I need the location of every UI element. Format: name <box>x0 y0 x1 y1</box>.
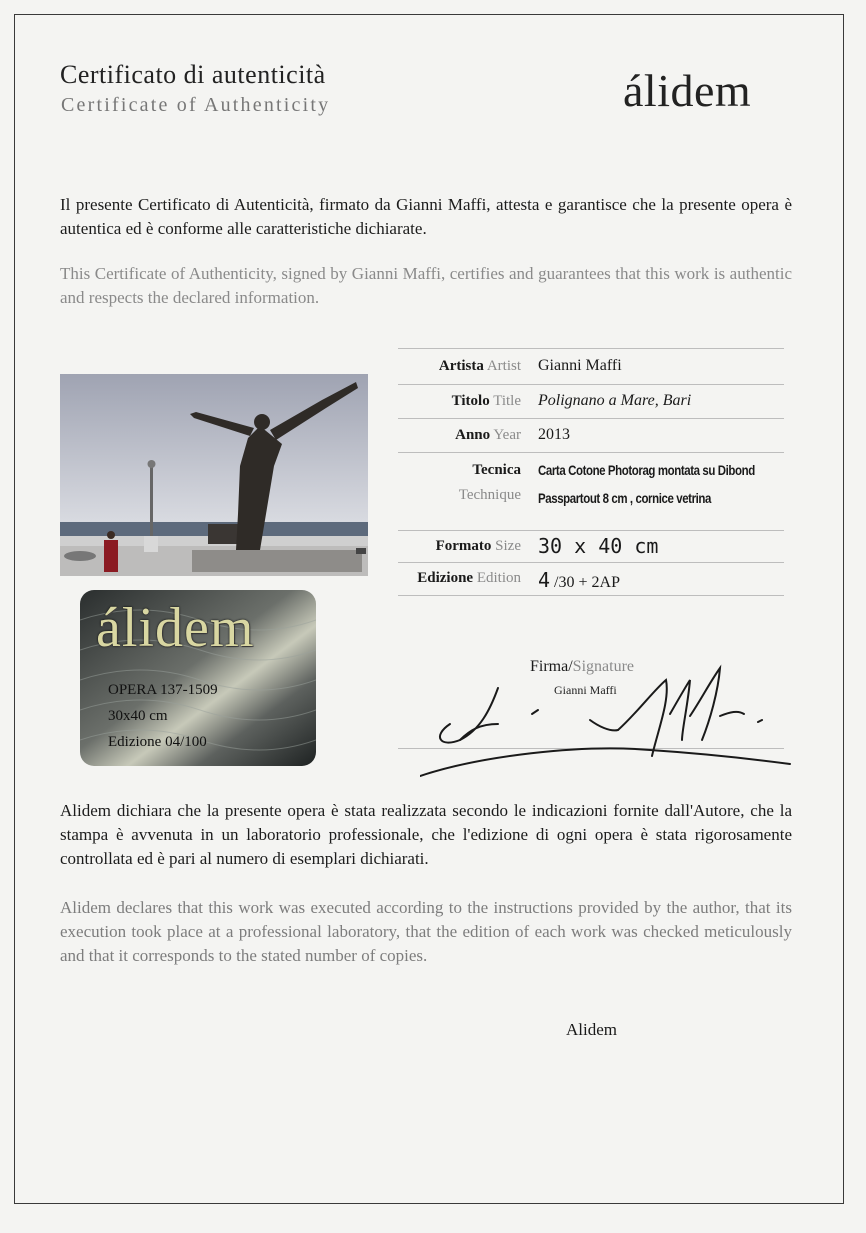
certificate-title-italian: Certificato di autenticità <box>60 60 326 89</box>
artwork-photo <box>60 374 368 576</box>
technique-label-english: Technique <box>458 487 521 503</box>
hologram-edition: Edizione 04/100 <box>108 734 207 750</box>
technique-label: Tecnica <box>472 462 521 478</box>
hologram-work-code: OPERA 137-1509 <box>108 682 218 698</box>
title-label: Titolo Title <box>451 393 521 409</box>
title-row <box>398 384 784 418</box>
edition-row <box>398 562 784 596</box>
size-value: 30 x 40 cm <box>538 534 659 558</box>
signatory-name: Gianni Maffi <box>554 683 617 697</box>
artwork-details-table <box>398 348 784 596</box>
hologram-seal <box>80 590 316 766</box>
hologram-size: 30x40 cm <box>108 708 168 724</box>
edition-number-handwritten: 4 <box>538 568 551 592</box>
alidem-logo: álidem <box>623 65 752 116</box>
intro-paragraph-english: This Certificate of Authenticity, signed by Gianni Maffi, certifies and guarantees that this work is authentic and respects the declared information. <box>60 264 792 307</box>
intro-paragraph-italian: Il presente Certificato di Autenticità, firmato da Gianni Maffi, attesta e garantisce che la presente opera è autentica ed è conforme alle caratteristiche dichiarate. <box>60 195 792 238</box>
handwritten-signature <box>420 660 800 790</box>
artist-label: Artista Artist <box>438 358 521 374</box>
hologram-brand: álidem <box>96 597 255 659</box>
signature-heading: Firma/Signature <box>530 658 634 675</box>
closing-signatory: Alidem <box>566 1020 617 1039</box>
technique-value-line2: Passpartout 8 cm , cornice vetrina <box>538 490 712 506</box>
title-value: Polignano a Mare, Bari <box>538 392 692 409</box>
year-label: Anno Year <box>455 427 521 443</box>
technique-row <box>398 452 784 530</box>
edition-label: Edizione Edition <box>417 570 521 586</box>
certificate-title-english: Certificate of Authenticity <box>61 94 331 116</box>
size-row <box>398 530 784 562</box>
year-value: 2013 <box>538 426 570 443</box>
technique-value-line1: Carta Cotone Photorag montata su Dibond <box>538 462 755 478</box>
artist-value: Gianni Maffi <box>538 357 622 374</box>
artist-row <box>398 348 784 384</box>
size-label: Formato Size <box>435 538 521 554</box>
declaration-italian: Alidem dichiara che la presente opera è stata realizzata secondo le indicazioni fornite dall'Autore, che la stampa è avvenuta in un laboratorio professionale, che l'edizione di ogni opera è stata rigorosamente controllata ed è pari al numero di esemplari dichiarati. <box>60 801 792 868</box>
year-row <box>398 418 784 452</box>
edition-value <box>538 568 620 592</box>
edition-total: /30 + 2AP <box>554 574 620 591</box>
declaration-english: Alidem declares that this work was executed according to the instructions provided by the author, that its execution took place at a professional laboratory, that the edition of each work was checked meticulously and that it corresponds to the stated number of copies. <box>60 898 792 965</box>
